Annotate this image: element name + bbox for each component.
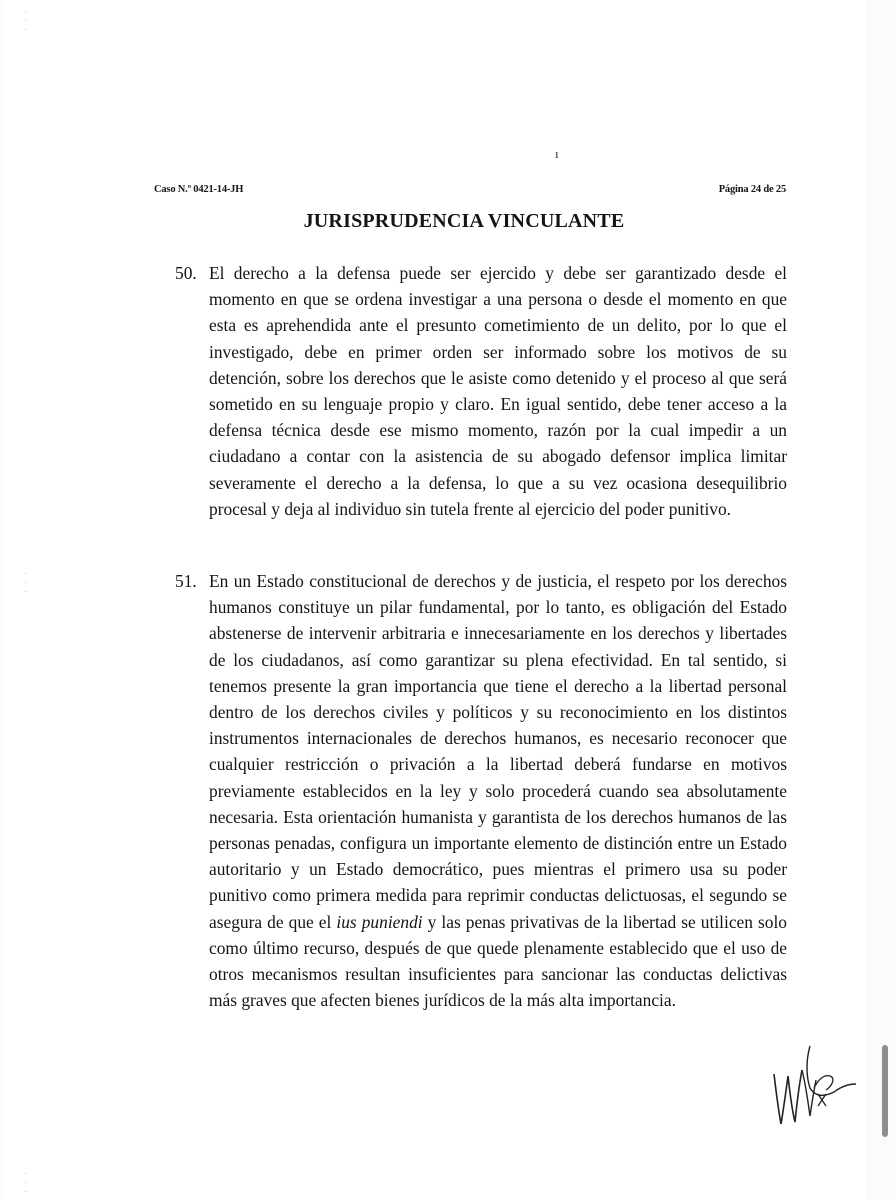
paragraph-number: 50. (175, 263, 197, 283)
page-number: Página 24 de 25 (718, 184, 786, 195)
handwritten-signature (766, 1036, 858, 1132)
paragraph-text-part: y las penas privativas de la libertad se utilicen solo como último recurso, después de que quede plenamente establecido que el uso de otros mecanismos resultan insuficientes para sancionar las conductas delictivas más graves que afecten bienes jurídicos de la más alta importancia. (209, 911, 788, 1011)
paragraph-51 (175, 568, 787, 1013)
paragraph-50 (175, 260, 787, 522)
document-page (4, 0, 866, 1200)
italic-term: ius puniendi (336, 911, 423, 932)
binding-mark-middle: · · · (24, 570, 27, 596)
paragraph-text: El derecho a la defensa puede ser ejercido y debe ser garantizado desde el momento en que se ordena investigar a una persona o desde el momento en que esta es aprehendida ante el presunto cometimiento de un delito, por lo que el investigado, debe en primer orden ser informado sobre los motivos de su detención, sobre los derechos que le asiste como detenido y el proceso al que será sometido en su lenguaje propio y claro. En igual sentido, debe tener acceso a la defensa técnica desde ese mismo momento, razón por la cual impedir a un ciudadano a contar con la asistencia de su abogado defensor implica limitar severamente el derecho a la defensa, lo que a su vez ocasiona desequilibrio procesal y deja al individuo sin tutela frente al ejercicio del poder punitivo. (209, 263, 787, 519)
case-number: Caso N.º 0421-14-JH (154, 184, 244, 195)
binding-mark-top: · · · (24, 8, 27, 34)
paragraph-text (209, 568, 787, 1013)
vertical-scrollbar[interactable] (882, 1045, 888, 1137)
paragraph-text-part: En un Estado constitucional de derechos y de justicia, el respeto por los derechos humanos constituye un pilar fundamental, por lo tanto, es obligación del Estado abstenerse de intervenir arbitraria e innecesariamente en los derechos y libertades de los ciudadanos, así como garantizar su plena efectividad. En tal sentido, si tenemos presente la gran importancia que tiene el derecho a la libertad personal dentro de los derechos civiles y políticos y su reconocimiento en los distintos instrumentos internacionales de derechos humanos, es necesario reconocer que cualquier restricción o privación a la libertad deberá fundarse en motivos previamente establecidos en la ley y solo procederá cuando sea absolutamente necesaria. Esta orientación humanista y garantista de los derechos humanos de las personas penadas, configura un importante elemento de distinción entre un Estado autoritario y un Estado democrático, pues mientras el primero usa su poder punitivo como primera medida para reprimir conductas delictuosas, el segundo se asegura de que el (209, 571, 787, 932)
paragraph-number: 51. (175, 571, 197, 591)
document-title: JURISPRUDENCIA VINCULANTE (303, 210, 625, 232)
binding-mark-bottom: · · · (24, 1170, 27, 1196)
stray-mark: ı (555, 146, 559, 161)
